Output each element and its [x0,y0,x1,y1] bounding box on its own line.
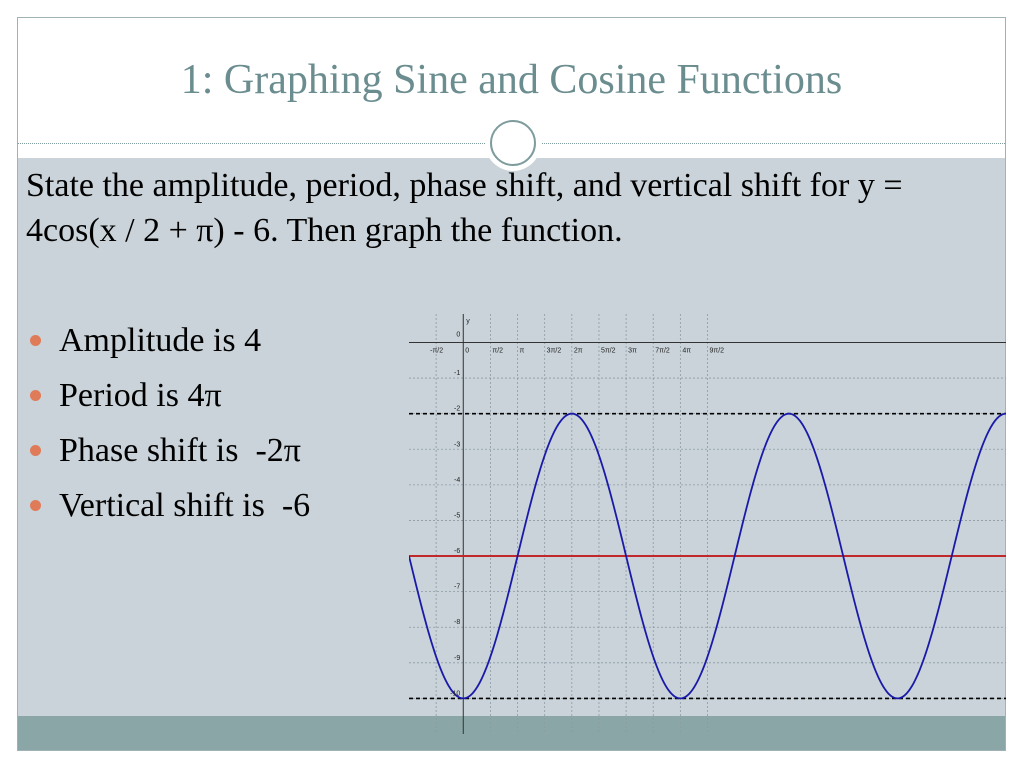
y-tick-label: -9 [454,654,461,662]
y-tick-label: -7 [454,583,461,591]
bullet-text: Amplitude is 4 [59,321,262,359]
x-tick-label: 3π/2 [546,347,562,355]
y-tick-label: 0 [456,331,461,339]
y-tick-label: -4 [454,476,461,484]
bullet-text: Phase shift is -2π [59,431,301,469]
y-tick-label: -3 [454,441,461,449]
problem-statement: State the amplitude, period, phase shift, and vertical shift for y = 4cos(x / 2 + π) - 6. Then graph the function. [26,167,903,249]
bullet-vertical-shift [30,478,310,533]
x-tick-label: -π/2 [430,347,444,355]
x-tick-label: 4π [682,347,692,355]
x-tick-label: π [519,347,525,355]
y-tick-label: -6 [454,548,461,556]
bullet-phase-shift [30,423,310,478]
y-tick-label: -1 [454,370,461,378]
bullet-amplitude [30,313,310,368]
x-tick-label: 3π [628,347,637,355]
function-graph [409,314,1006,734]
bullet-dot-icon [30,335,41,346]
y-tick-label: -5 [454,512,461,520]
bullet-dot-icon [30,445,41,456]
y-tick-label: -8 [454,619,461,627]
slide-title: 1: Graphing Sine and Cosine Functions [180,57,843,103]
x-tick-label: 9π/2 [709,347,725,355]
bullet-list [30,313,310,533]
x-tick-label: 7π/2 [655,347,670,355]
x-tick-label: π/2 [492,347,504,355]
bullet-period [30,368,310,423]
x-tick-label: 0 [465,347,470,355]
bullet-dot-icon [30,390,41,401]
x-tick-label: 2π [573,347,583,355]
x-tick-label: 5π/2 [600,347,616,355]
y-tick-label: -2 [454,405,461,413]
bullet-text: Vertical shift is -6 [59,486,311,524]
y-axis-label: y [466,318,470,325]
bullet-text: Period is 4π [59,376,222,414]
bullet-dot-icon [30,500,41,511]
ring-inner [490,120,536,166]
y-tick-label: -10 [450,690,461,698]
